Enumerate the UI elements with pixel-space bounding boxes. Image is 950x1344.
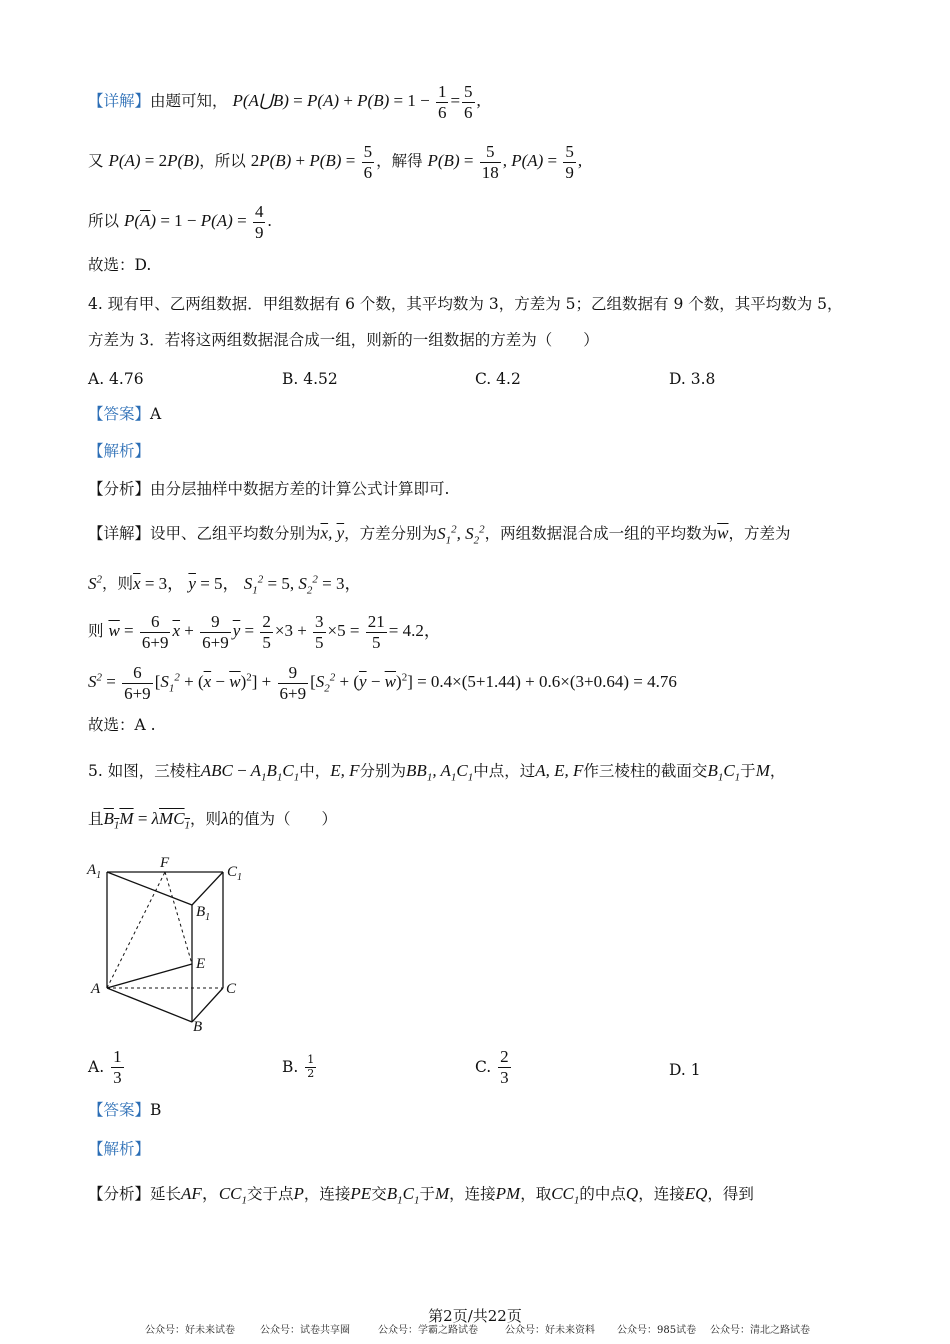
- answer-tag-2: 【答案】: [88, 1101, 151, 1119]
- q3-choose: 故选：D.: [88, 256, 152, 274]
- q5-option-b: [282, 1054, 318, 1080]
- label-a1: $A_1$: [87, 862, 102, 881]
- q3-detail-line: [88, 82, 481, 122]
- q5-m: M: [755, 761, 770, 780]
- q4-stem-1: 4. 现有甲、乙两组数据．甲组数据有 6 个数，其平均数为 3，方差为 5；乙组数据有 9 个数，其平均数为 5，: [88, 295, 843, 313]
- q5-fenxi-h: 的中点: [579, 1185, 626, 1203]
- q4-values: $\overline{x} = 3$， $\overline{y} = 5$， $S_1^2 = 5$, $S_2^2 = 3$，: [133, 573, 362, 597]
- q4-detail-a: 设甲、乙组平均数分别为: [150, 524, 321, 543]
- q4-xy: $\overline{x}$, $\overline{y}$: [320, 523, 345, 543]
- footer-item-6: 公众号：清北之路试卷: [710, 1325, 810, 1336]
- edge-a-e: [107, 964, 192, 988]
- page-number: 第2页/共22页: [428, 1307, 522, 1325]
- q5-option-c: [475, 1047, 513, 1087]
- label-b: B: [193, 1019, 203, 1035]
- q5-stem2-b: ，则: [190, 810, 222, 828]
- q5-stem1-b: 中，: [299, 762, 331, 780]
- q3-line-3: [88, 202, 272, 242]
- q5-prism: ABC − $A_1B_1C_1$: [200, 761, 300, 784]
- q4-detail-line-3: [88, 612, 441, 652]
- q5-fenxi-a: 延长: [150, 1185, 182, 1203]
- q3-l2-a: 又: [88, 151, 104, 170]
- q4-fenxi: 由分层抽样中数据方差的计算公式计算即可.: [150, 480, 450, 498]
- label-c: C: [226, 981, 237, 997]
- q4-formula-w: $\overline{w}$ = $\frac{6}{6+9}$ $\overline{x}$ + $\frac{9}{6+9}$ $\overline{y}$ = $\frac{2}{5}$ ×3 + $\frac{3}{5}$ ×5 = $\frac{21}{5}$ = 4.2，: [108, 612, 441, 652]
- q5-m-2: M: [434, 1184, 450, 1203]
- q5-fenxi-g: ，取: [520, 1185, 552, 1203]
- q5-b1c1-2: $B_1C_1$: [386, 1184, 420, 1207]
- q4-option-a: A. 4.76: [88, 370, 144, 388]
- q4-option-d: D. 3.8: [669, 370, 716, 388]
- edge-b-c: [192, 988, 223, 1022]
- analysis-tag-2: 【解析】: [88, 1140, 151, 1158]
- q5-p: P: [293, 1184, 304, 1203]
- footer-item-4: 公众号：好未来资料: [505, 1325, 595, 1336]
- label-e: E: [196, 956, 206, 972]
- q5-vector-eq: $B_1M = \lambda MC_1$: [103, 809, 191, 832]
- q4-stem-2: 方差为 3．若将这两组数据混合成一组，则新的一组数据的方差为（ ）: [88, 331, 599, 349]
- q5-b1c1: $B_1C_1$: [707, 761, 741, 784]
- q5-stem1-a: 5. 如图，三棱柱: [88, 762, 201, 780]
- q5-option-d: D. 1: [669, 1061, 701, 1079]
- q4-answer: A: [150, 405, 162, 423]
- q3-l2-b: ，所以: [199, 151, 246, 170]
- fenxi-tag-2: 【分析】: [88, 1185, 151, 1203]
- q3-formula-3: 2P(B) + P(B) = $\frac{5}{6}$: [250, 142, 373, 182]
- q5-eq: EQ: [684, 1184, 708, 1203]
- label-f: F: [160, 855, 170, 871]
- q5-option-c-label: C.: [475, 1058, 492, 1077]
- q3-formula-4: P(B) = $\frac{5}{18}$ , P(A) = $\frac{5}{9}$ ,: [427, 142, 583, 182]
- analysis-tag: 【解析】: [88, 442, 151, 460]
- q3-formula-1: P(A⋃B) = P(A) + P(B) = 1 − $\frac{1}{6}$ = $\frac{5}{6}$ ,: [232, 82, 481, 122]
- q5-answer-line: [88, 1103, 161, 1119]
- q4-s1s2: $S_1^2$, $S_2^2$: [437, 523, 485, 547]
- q5-stem1-c: 分别为: [359, 762, 407, 780]
- q4-s2: $S^2$: [88, 573, 102, 593]
- label-c1: $C_1$: [227, 864, 243, 883]
- q4-detail-b: ，方差分别为: [344, 524, 438, 543]
- q5-option-a-label: A.: [88, 1058, 105, 1077]
- q4-w: $\overline{w}$: [717, 523, 729, 543]
- q5-q: Q: [625, 1184, 639, 1203]
- q5-stem1-e: 作三棱柱的截面交: [583, 762, 708, 780]
- q4-l2-a: ，则: [102, 574, 134, 593]
- q5-stem-1: 5. 如图，三棱柱ABC − $A_1B_1C_1$中，E, F分别为$BB_1$, $A_1C_1$中点，过A, E, F作三棱柱的截面交$B_1C_1$于M，: [88, 761, 786, 784]
- q4-detail-line-1: [88, 524, 791, 546]
- q4-option-c: C. 4.2: [475, 370, 521, 388]
- footer-item-2: 公众号：试卷共享圈: [260, 1325, 350, 1336]
- q5-analysis-line: [88, 1142, 150, 1158]
- q5-fenxi-i: ，连接: [638, 1185, 685, 1203]
- q5-fenxi-line: [88, 1185, 754, 1206]
- q5-stem1-f: 于: [740, 762, 756, 780]
- q4-answer-line: [88, 407, 161, 423]
- q4-formula-s2: $S^2$ = $\frac{6}{6+9}$ $[S_1^2 + (\overline{x} - \overline{w})^2]$ + $\frac{9}{6+9}$ $[S_2^2 + (\overline{y} - \overline{w})^2] = 0.4\times(5+1.44) + 0.6\times(3+0.64) = 4.76$: [88, 663, 677, 703]
- edge-a-f-hidden: [107, 872, 165, 988]
- q5-lambda: λ: [221, 809, 229, 828]
- q5-fenxi-f: ，连接: [449, 1185, 496, 1203]
- q4-analysis-line: [88, 444, 150, 460]
- footer-item-5: 公众号：985试卷: [617, 1325, 697, 1336]
- q5-option-a-value: $\frac{1}{3}$: [113, 1047, 122, 1087]
- q5-aef: A, E, F: [535, 761, 584, 780]
- footer-item-1: 公众号：好未来试卷: [145, 1325, 235, 1336]
- q4-detail-line-4: [88, 663, 677, 703]
- q4-detail-c: ，两组数据混合成一组的平均数为: [484, 524, 718, 543]
- q5-stem2-a: 且: [88, 810, 104, 828]
- q3-line-2: [88, 142, 582, 182]
- edge-f-e-hidden: [165, 872, 192, 964]
- footer-item-3: 公众号：学霸之路试卷: [378, 1325, 478, 1336]
- q3-formula-2: P(A) = 2P(B): [108, 150, 200, 170]
- q5-pm: PM: [495, 1184, 521, 1203]
- q5-fenxi-j: ，得到: [707, 1185, 754, 1203]
- q4-detail-d: ，方差为: [728, 524, 791, 543]
- q5-option-c-value: $\frac{2}{3}$: [500, 1047, 509, 1087]
- q3-detail-text: 由题可知，: [150, 91, 228, 110]
- q5-edges: $BB_1$, $A_1C_1$: [406, 761, 474, 784]
- q5-cc1: $CC_1$: [551, 1184, 580, 1207]
- q5-ef: E, F: [330, 761, 360, 780]
- q4-l3-a: 则: [88, 621, 104, 640]
- q4-choose: 故选：A .: [88, 716, 156, 734]
- q5-option-b-label: B.: [282, 1058, 299, 1077]
- detail-tag: 【详解】: [88, 91, 151, 110]
- q3-l2-c: ，解得: [376, 151, 423, 170]
- edge-b1-c1: [192, 872, 223, 905]
- q5-pe: PE: [350, 1184, 372, 1203]
- q5-fenxi-b: 交于点: [247, 1185, 294, 1203]
- q5-answer: B: [150, 1101, 162, 1119]
- q3-l3-a: 所以: [88, 211, 120, 230]
- q5-fenxi-c: ，连接: [303, 1185, 351, 1203]
- label-b1: $B_1$: [196, 904, 211, 923]
- fenxi-tag: 【分析】: [88, 480, 151, 498]
- q5-option-a: [88, 1047, 126, 1087]
- prism-figure: [85, 850, 260, 1035]
- q5-option-b-value: $\frac{1}{2}$: [307, 1053, 315, 1080]
- q4-fenxi-line: [88, 482, 449, 498]
- q5-stem1-d: 中点，过: [473, 762, 536, 780]
- edge-a-b: [107, 988, 192, 1022]
- q5-fenxi-d: 交: [371, 1185, 387, 1203]
- detail-tag-2: 【详解】: [88, 524, 151, 543]
- label-a: A: [91, 981, 101, 997]
- q4-option-b: B. 4.52: [282, 370, 338, 388]
- edge-a1-b1: [107, 872, 192, 905]
- q5-stem-2: [88, 810, 337, 831]
- q3-formula-5: $P(\overline{A}) = 1 - P(A)$ = $\frac{4}{9}$ .: [123, 202, 272, 242]
- answer-tag: 【答案】: [88, 405, 151, 423]
- q4-detail-line-2: [88, 574, 361, 596]
- q5-fenxi-e: 于: [419, 1185, 435, 1203]
- q5-af: AF，$CC_1$: [181, 1184, 247, 1207]
- q5-stem2-c: 的值为（ ）: [228, 810, 337, 828]
